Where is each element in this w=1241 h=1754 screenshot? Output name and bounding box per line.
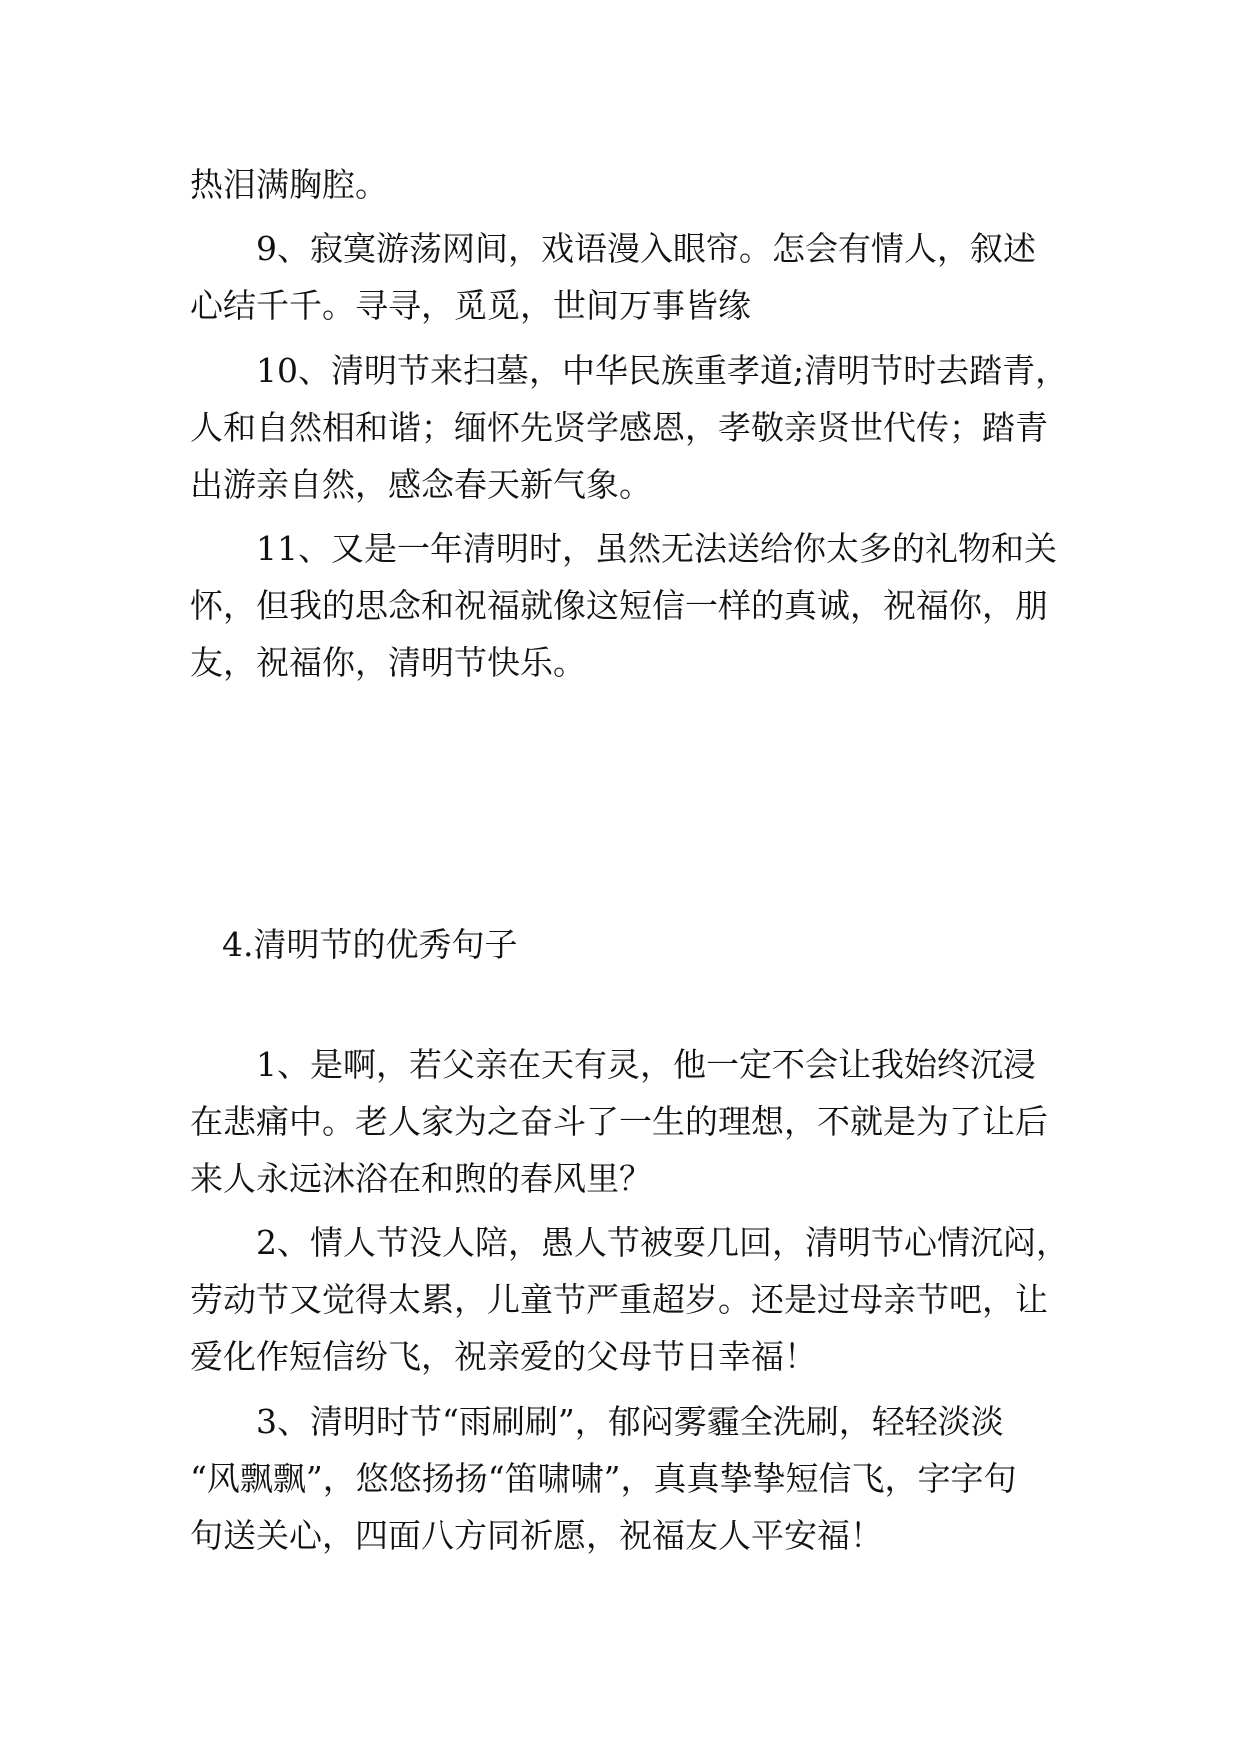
list-item-9-line: 心结千千。寻寻，觅觅，世间万事皆缘: [190, 286, 751, 325]
list-item-11-line: 友，祝福你，清明节快乐。: [190, 643, 586, 682]
list-item-2-line: 劳动节又觉得太累，儿童节严重超岁。还是过母亲节吧，让: [190, 1280, 1048, 1319]
list-item-1-line: 1、是啊，若父亲在天有灵，他一定不会让我始终沉浸: [256, 1045, 1036, 1084]
paragraph-line: 热泪满胸腔。: [190, 165, 388, 204]
list-item-1-line: 在悲痛中。老人家为之奋斗了一生的理想，不就是为了让后: [190, 1102, 1048, 1141]
list-item-11-line: 11、又是一年清明时，虽然无法送给你太多的礼物和关: [256, 529, 1057, 568]
list-item-10-line: 出游亲自然，感念春天新气象。: [190, 465, 652, 504]
list-item-2-line: 爱化作短信纷飞，祝亲爱的父母节日幸福！: [190, 1337, 817, 1376]
list-item-3-line: “风飘飘”，悠悠扬扬“笛啸啸”，真真挚挚短信飞，字字句: [190, 1459, 1017, 1498]
list-item-3-line: 句送关心，四面八方同祈愿，祝福友人平安福！: [190, 1516, 883, 1555]
list-item-10-line: 人和自然相和谐；缅怀先贤学感恩，孝敬亲贤世代传；踏青: [190, 408, 1048, 447]
list-item-1-line: 来人永远沐浴在和煦的春风里？: [190, 1159, 652, 1198]
list-item-2-line: 2、情人节没人陪，愚人节被耍几回，清明节心情沉闷，: [256, 1223, 1069, 1262]
list-item-11-line: 怀，但我的思念和祝福就像这短信一样的真诚，祝福你，朋: [190, 586, 1048, 625]
list-item-10-line: 10、清明节来扫墓，中华民族重孝道;清明节时去踏青，: [256, 351, 1069, 390]
list-item-3-line: 3、清明时节“雨刷刷”，郁闷雾霾全洗刷，轻轻淡淡: [256, 1402, 1004, 1441]
section-heading: 4.清明节的优秀句子: [222, 925, 518, 964]
list-item-9-line: 9、寂寞游荡网间，戏语漫入眼帘。怎会有情人，叙述: [256, 229, 1036, 268]
